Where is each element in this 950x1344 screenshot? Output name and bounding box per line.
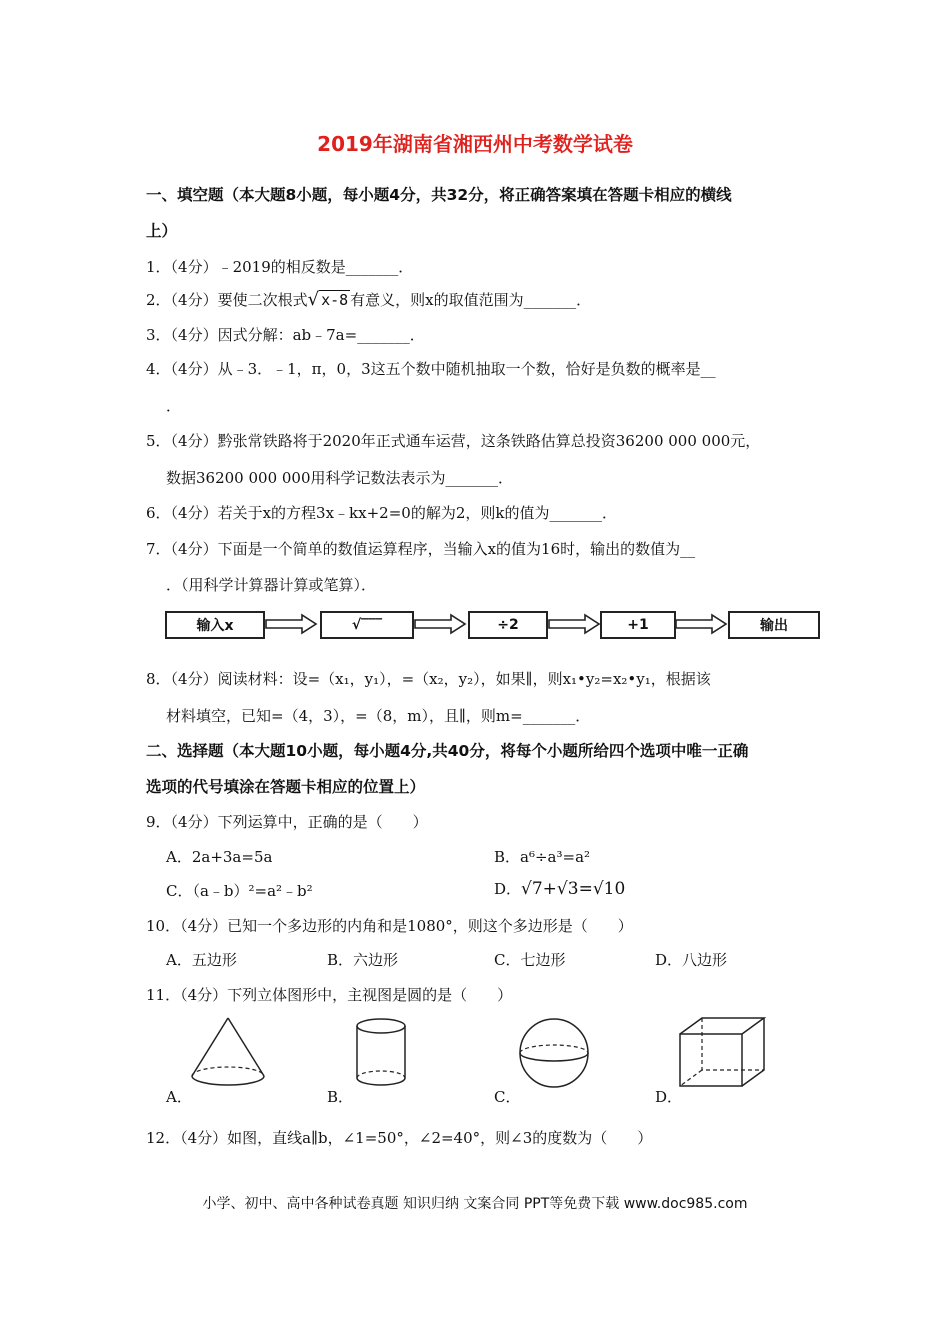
flow-arrow-1 xyxy=(264,613,318,635)
q9-option-c: C．（a﹣b）²=a²﹣b² xyxy=(166,882,313,900)
question-6: 6．（4分）若关于x的方程3x﹣kx+2=0的解为2，则k的值为_______． xyxy=(146,504,617,522)
q9-option-b: B．a⁶÷a³=a² xyxy=(494,848,591,866)
question-4-cont: ． xyxy=(166,397,182,415)
q10-option-d: D．八边形 xyxy=(655,951,728,969)
q9-option-a: A．2a+3a=5a xyxy=(166,848,273,866)
question-2-post: 有意义，则x的取值范围为_______． xyxy=(350,291,592,309)
flow-arrow-4 xyxy=(674,613,728,635)
section2-heading-cont: 选项的代号填涂在答题卡相应的位置上） xyxy=(146,778,426,796)
question-3: 3．（4分）因式分解：ab﹣7a=_______． xyxy=(146,326,425,344)
q11-option-c: C． xyxy=(494,1088,521,1106)
section1-heading-cont: 上） xyxy=(146,222,178,240)
question-12: 12．（4分）如图，直线a∥b，∠1=50°，∠2=40°，则∠3的度数为（ ） xyxy=(146,1129,653,1147)
section1-heading: 一、填空题（本大题8小题，每小题4分，共32分，将正确答案填在答题卡相应的横线 xyxy=(146,186,732,204)
question-7-cont: ．（用科学计算器计算或笔算）． xyxy=(166,576,377,594)
question-10: 10．（4分）已知一个多边形的内角和是1080°，则这个多边形是（ ） xyxy=(146,917,633,935)
question-9: 9．（4分）下列运算中，正确的是（ ） xyxy=(146,813,428,831)
sphere-figure xyxy=(514,1014,594,1092)
question-7: 7．（4分）下面是一个简单的数值运算程序，当输入x的值为16时，输出的数值为__ xyxy=(146,540,696,558)
section2-heading: 二、选择题（本大题10小题，每小题4分,共40分，将每个小题所给四个选项中唯一正确 xyxy=(146,742,749,760)
radical-sign: √ xyxy=(307,289,320,310)
q11-option-a: A． xyxy=(166,1088,192,1106)
question-2-pre: 2．（4分）要使二次根式 xyxy=(146,291,308,309)
q10-option-c: C．七边形 xyxy=(494,951,566,969)
question-5-cont: 数据36200 000 000用科学记数法表示为_______． xyxy=(166,469,514,487)
flow-divide-box: ÷2 xyxy=(468,611,548,639)
exam-title: 2019年湖南省湘西州中考数学试卷 xyxy=(317,132,633,156)
question-1: 1．（4分）﹣2019的相反数是_______． xyxy=(146,258,414,276)
flow-arrow-2 xyxy=(413,613,467,635)
flow-arrow-3 xyxy=(547,613,601,635)
question-11: 11．（4分）下列立体图形中，主视图是圆的是（ ） xyxy=(146,986,513,1004)
q11-option-d: D． xyxy=(655,1088,683,1106)
question-2 xyxy=(146,289,591,310)
q10-option-a: A．五边形 xyxy=(166,951,237,969)
flow-output-box: 输出 xyxy=(728,611,820,639)
cone-figure xyxy=(186,1014,272,1090)
cube-figure xyxy=(676,1014,770,1092)
question-4: 4．（4分）从﹣3．﹣1，π，0，3这五个数中随机抽取一个数，恰好是负数的概率是__ xyxy=(146,360,716,378)
q9-option-d-expr: √7+√3=√10 xyxy=(521,879,626,899)
page-footer: 小学、初中、高中各种试卷真题 知识归纳 文案合同 PPT等免费下载 www.doc985.com xyxy=(202,1196,748,1212)
flow-input-box: 输入x xyxy=(165,611,265,639)
question-8-cont: 材料填空，已知=（4，3），=（8，m），且∥，则m=_______． xyxy=(166,707,591,725)
question-8: 8．（4分）阅读材料：设=（x₁，y₁），=（x₂，y₂），如果∥，则x₁•y₂=x₂•y₁，根据该 xyxy=(146,670,711,688)
q9-option-d xyxy=(494,878,625,899)
question-2-radicand: x-8 xyxy=(321,291,349,309)
q10-option-b: B．六边形 xyxy=(327,951,399,969)
q9-option-d-label: D． xyxy=(494,880,522,898)
cylinder-figure xyxy=(348,1014,418,1092)
flow-sqrt-box: √‾‾‾ xyxy=(320,611,414,639)
q11-option-b: B． xyxy=(327,1088,354,1106)
flow-plus-box: +1 xyxy=(600,611,676,639)
question-5: 5．（4分）黔张常铁路将于2020年正式通车运营，这条铁路估算总投资36200 000 000元， xyxy=(146,432,761,450)
